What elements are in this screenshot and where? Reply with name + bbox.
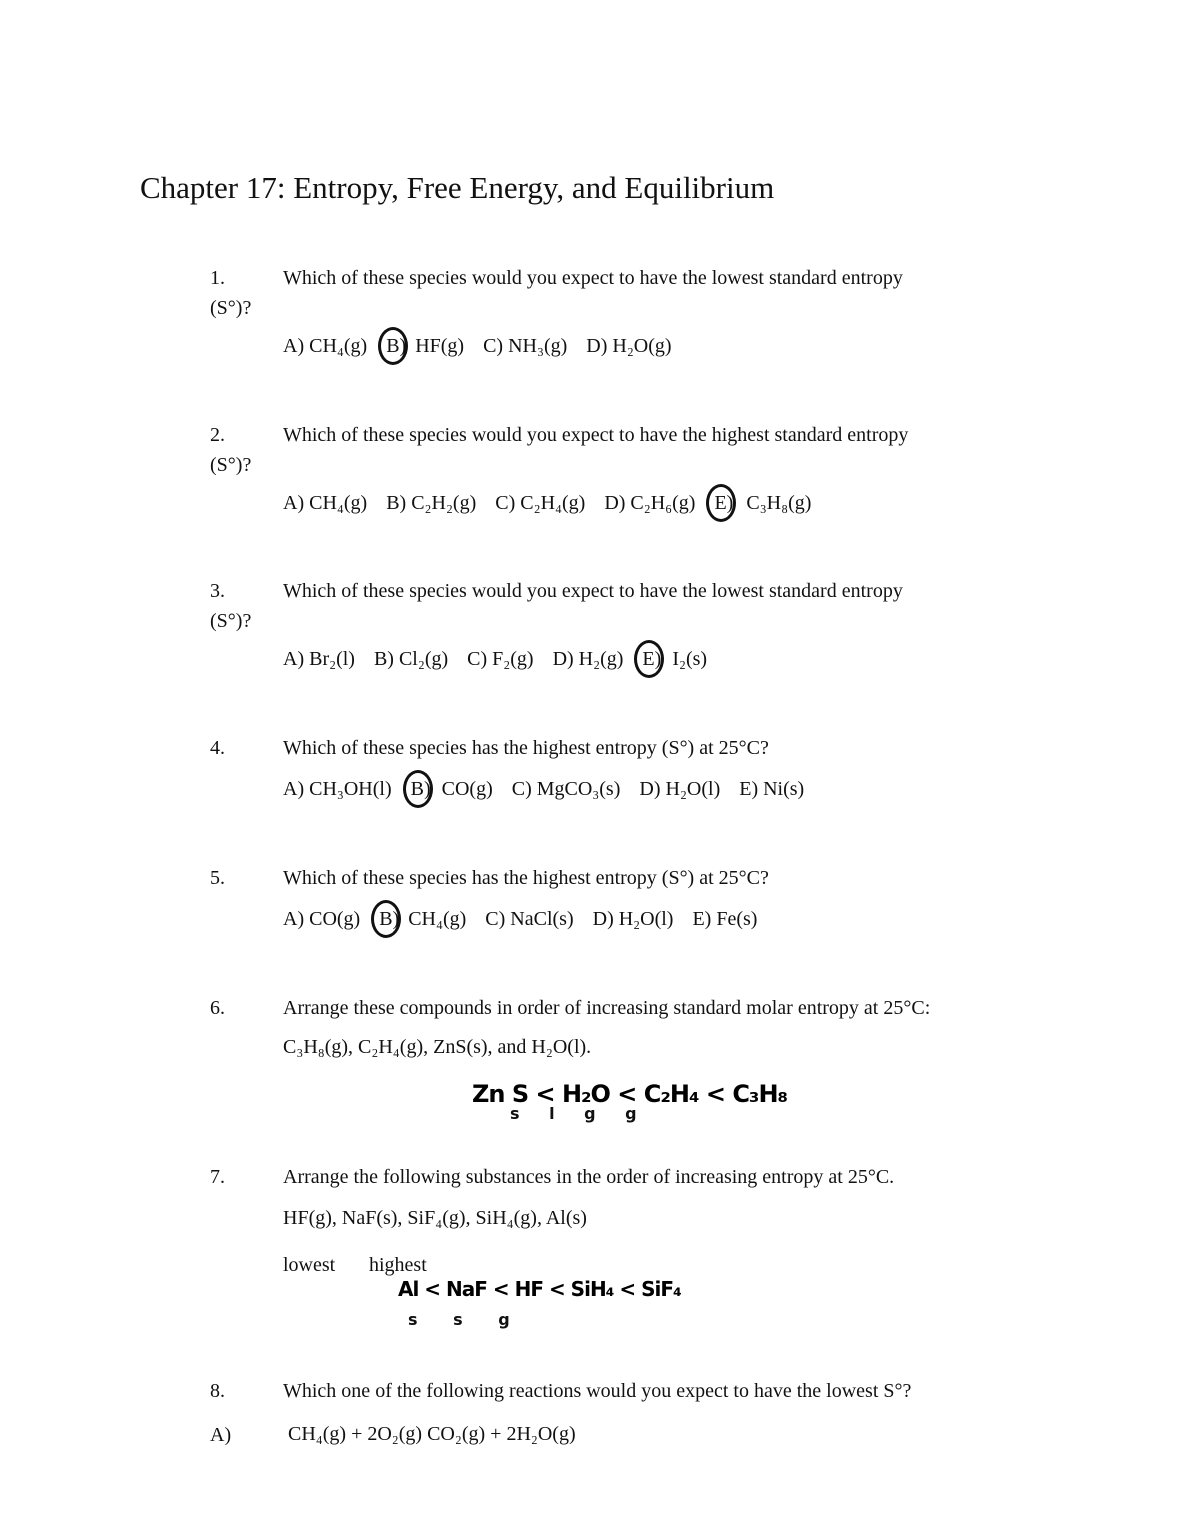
handwritten-state-marks: s s g (408, 1310, 510, 1329)
option-a-reaction: CH₄(g) + 2O₂(g) CO₂(g) + 2H₂O(g) (288, 1423, 576, 1445)
option-b-text: CO(g) (441, 778, 493, 800)
question-number: 4. (210, 737, 225, 759)
option-d: D) H₂O(l) (639, 778, 721, 800)
option-b: B) Cl₂(g) (373, 648, 449, 670)
option-e: E) Ni(s) (739, 778, 805, 800)
question-text: Which of these species has the highest entropy (S°) at 25°C? (283, 737, 769, 759)
option-d: D) H₂(g) (552, 648, 624, 670)
question-text-continued: (S°)? (210, 610, 252, 632)
option-b-text: HF(g) (415, 335, 465, 357)
option-a: A) Br₂(l) (283, 648, 355, 670)
answer-options (283, 491, 825, 515)
label-highest: highest (369, 1254, 427, 1276)
option-a: A) CH₃OH(l) (283, 778, 392, 800)
question-text: Which of these species has the highest entropy (S°) at 25°C? (283, 867, 769, 889)
answer-options (283, 907, 771, 931)
question-text-continued: (S°)? (210, 297, 252, 319)
question-number: 3. (210, 580, 225, 602)
question-text: Which of these species would you expect to have the highest standard entropy (283, 424, 909, 446)
question-number: 5. (210, 867, 225, 889)
question-number: 1. (210, 267, 225, 289)
label-lowest: lowest (283, 1254, 336, 1276)
option-b-circled: B) (386, 335, 407, 357)
handwritten-state-marks: s l g g (510, 1104, 637, 1123)
option-a: A) CH₄(g) (283, 492, 368, 514)
handwritten-answer: Zn S < H₂O < C₂H₄ < C₃H₈ (472, 1080, 788, 1108)
handwritten-answer: Al < NaF < HF < SiH₄ < SiF₄ (398, 1277, 681, 1301)
option-c: C) NH₃(g) (483, 335, 568, 357)
option-d: D) H₂O(g) (586, 335, 672, 357)
question-text-line2: HF(g), NaF(s), SiF₄(g), SiH₄(g), Al(s) (283, 1207, 587, 1229)
question-text: Which one of the following reactions would you expect to have the lowest S°? (283, 1380, 912, 1402)
question-text: Arrange these compounds in order of increasing standard molar entropy at 25°C: (283, 997, 931, 1019)
option-c: C) MgCO₃(s) (511, 778, 621, 800)
option-b-circled: B) (410, 778, 431, 800)
question-text: Which of these species would you expect to have the lowest standard entropy (283, 267, 903, 289)
question-text-line2: C₃H₈(g), C₂H₄(g), ZnS(s), and H₂O(l). (283, 1036, 592, 1058)
option-c: C) C₂H₄(g) (495, 492, 586, 514)
option-e: E) Fe(s) (692, 908, 758, 930)
question-text: Arrange the following substances in the order of increasing entropy at 25°C. (283, 1166, 895, 1188)
page-title: Chapter 17: Entropy, Free Energy, and Equilibrium (140, 170, 775, 205)
question-number: 7. (210, 1166, 225, 1188)
question-text-continued: (S°)? (210, 454, 252, 476)
option-b-text: CH₄(g) (408, 908, 467, 930)
option-e-text: C₃H₈(g) (746, 492, 812, 514)
question-number: 8. (210, 1380, 225, 1402)
option-b: B) C₂H₂(g) (386, 492, 477, 514)
option-e-circled: E) (714, 492, 734, 514)
option-c: C) NaCl(s) (485, 908, 574, 930)
question-number: 2. (210, 424, 225, 446)
option-b-circled: B) (379, 908, 400, 930)
option-e-circled: E) (642, 648, 662, 670)
answer-options (283, 334, 686, 358)
option-a: A) CO(g) (283, 908, 361, 930)
option-d: D) C₂H₆(g) (604, 492, 696, 514)
answer-options (283, 647, 721, 671)
option-a-label: A) (210, 1424, 232, 1446)
question-text: Which of these species would you expect to have the lowest standard entropy (283, 580, 903, 602)
question-number: 6. (210, 997, 225, 1019)
option-d: D) H₂O(l) (592, 908, 674, 930)
option-a: A) CH₄(g) (283, 335, 368, 357)
option-c: C) F₂(g) (467, 648, 534, 670)
option-e-text: I₂(s) (672, 648, 708, 670)
answer-options (283, 777, 818, 801)
